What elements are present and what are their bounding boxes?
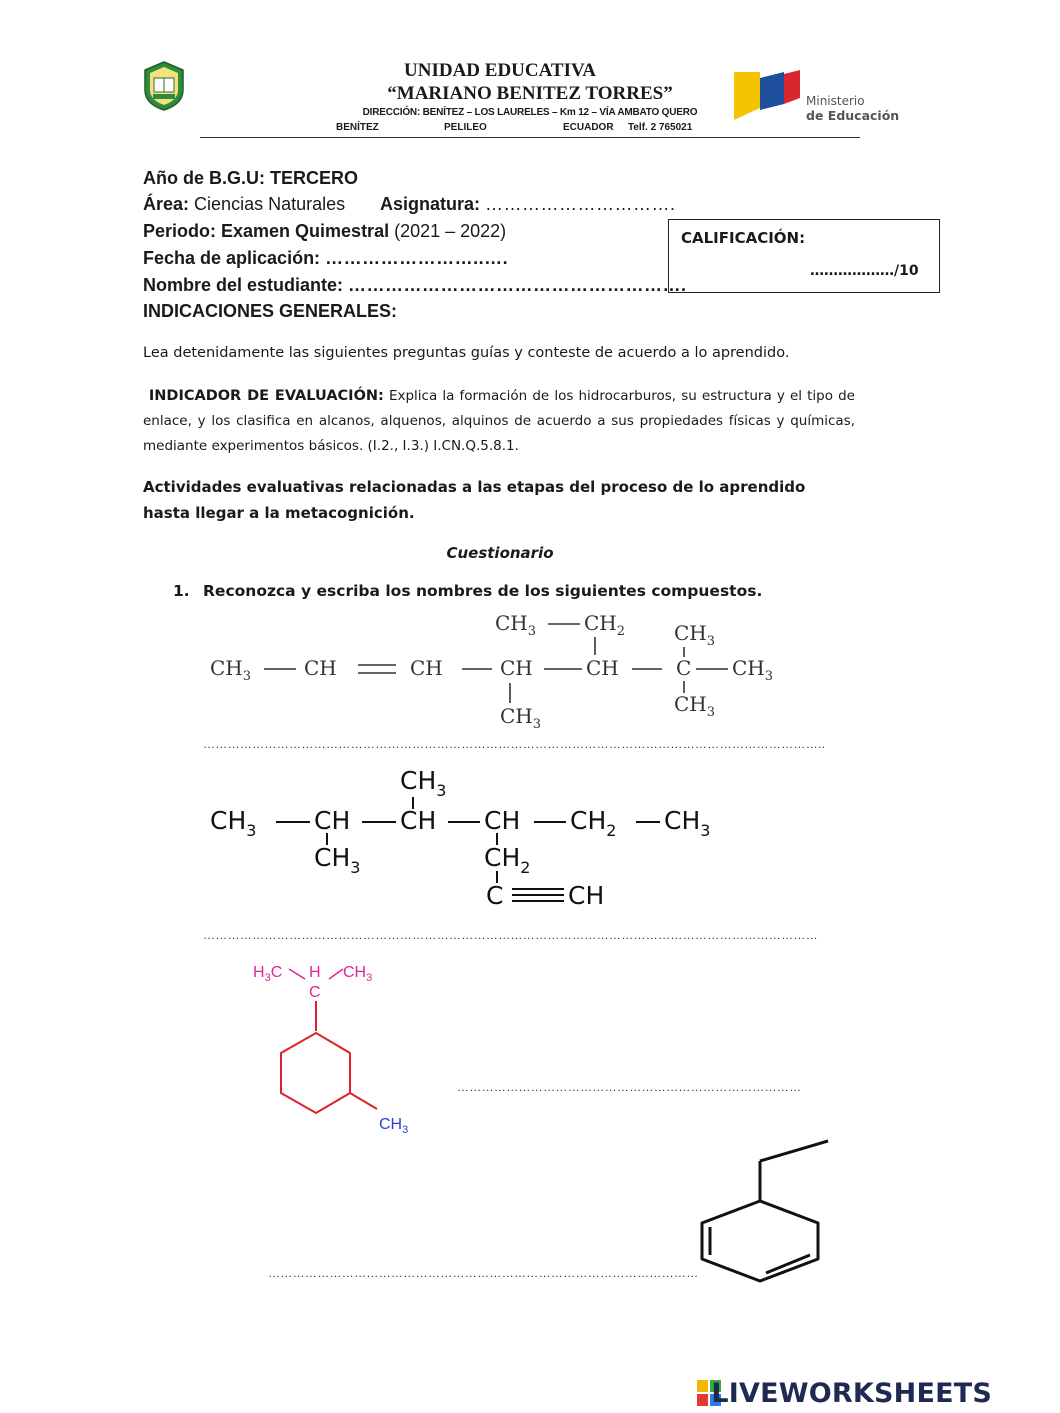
student-name-field[interactable]: ………………………………………………. (348, 275, 687, 295)
school-name-line-1: UNIDAD EDUCATIVA (404, 60, 596, 81)
answer-line-1[interactable]: …………………………………………………………………………………………………………………………………….. (203, 737, 826, 751)
c1-ch3-quat-top: $CH_3$ (674, 621, 716, 649)
c4-ring (702, 1201, 818, 1281)
question-1 (173, 582, 762, 600)
indicator-paragraph (143, 384, 855, 459)
period-label: Periodo: Examen Quimestral (143, 221, 390, 241)
question-number: 1. (173, 582, 190, 600)
compound-4-structure (690, 1135, 840, 1285)
c2-ch-1: CH (314, 806, 351, 835)
c2-ch3-right: $CH_3$ (664, 806, 711, 840)
answer-line-3[interactable]: ………………………………………………………………………… (457, 1080, 802, 1094)
ministry-name-2: de Educación (806, 108, 900, 123)
c1-ch3-quat-bottom: $CH_3$ (674, 692, 716, 720)
c2-ch-alkyne: CH (568, 881, 605, 910)
c1-ch3-bottom: $CH_3$ (500, 704, 542, 732)
c2-ch3-left: $CH_3$ (210, 806, 257, 840)
school-name-line-2: “MARIANO BENITEZ TORRES” (387, 83, 673, 104)
c1-ch-3: CH (500, 656, 533, 680)
date-field[interactable]: ……………………..…. (325, 248, 509, 268)
student-name-row (143, 275, 687, 296)
location-pelileo: PELILEO (444, 122, 487, 133)
instructions-text: Lea detenidamente las siguientes preguntas guías y conteste de acuerdo a lo aprendido. (143, 345, 790, 361)
indicator-text: Explica la formación de los hidrocarburos, su estructura y el tipo de enlace, y los clasifica en alcanos, alquenos, alquinos de acuerdo a sus propiedades físicas y químicas, mediante experimentos básicos. (I.2., I.3.) I.CN.Q.5.8.1. (143, 388, 855, 454)
general-instructions-label: INDICACIONES GENERALES: (143, 301, 398, 321)
subject-label: Asignatura: (380, 194, 481, 214)
c2-ch2-bottom: $CH_2$ (484, 843, 531, 877)
ministry-logo (730, 68, 900, 128)
header-divider (200, 137, 860, 138)
c3-ch3-blue: $CH_3$ (379, 1116, 409, 1136)
location-benitez: BENÍTEZ (336, 122, 379, 133)
c3-ch3-right: $CH_3$ (343, 964, 373, 984)
subject-row (380, 194, 676, 215)
period-value: (2021 – 2022) (394, 221, 507, 241)
compound-2-structure (200, 765, 760, 915)
indicator-label: INDICADOR DE EVALUACIÓN: (148, 388, 384, 404)
c4-ethyl-bond-2 (760, 1141, 828, 1161)
general-instructions-heading (143, 301, 397, 322)
location-ecuador: ECUADOR (563, 122, 614, 133)
c3-bond-ch3 (329, 969, 343, 979)
c1-ch3-right: $CH_3$ (732, 656, 774, 684)
c2-ch-3: CH (484, 806, 521, 835)
c2-c-alkyne: C (486, 881, 504, 910)
school-address: DIRECCIÓN: BENÍTEZ – LOS LAURELES – Km 12 – VÍA AMBATO QUERO (362, 107, 698, 118)
student-name-label: Nombre del estudiante: (143, 275, 344, 295)
c1-ch3-left: $CH_3$ (210, 656, 252, 684)
area-value: Ciencias Naturales (194, 194, 346, 214)
answer-line-2[interactable]: …………………………………………………………………………………………………………………………………… (203, 928, 818, 942)
c1-ch-1: CH (304, 656, 337, 680)
period-row (143, 221, 506, 242)
c1-ch-2: CH (410, 656, 443, 680)
answer-line-4[interactable]: …………………………………………………………………………………………… (268, 1266, 699, 1280)
activities-text: Actividades evaluativas relacionadas a las etapas del proceso de lo aprendido hasta llegar a la metacognición. (143, 478, 806, 522)
c3-c: C (309, 984, 321, 1001)
liveworksheets-brand: LIVEWORKSHEETS (711, 1378, 992, 1409)
grade-field[interactable]: ………………/10 (810, 263, 919, 279)
date-row (143, 248, 508, 269)
area-row (143, 194, 345, 215)
area-label: Área: (143, 194, 190, 214)
compound-1-structure (200, 605, 800, 735)
year-row (143, 168, 358, 189)
school-phone: Telf. 2 765021 (628, 122, 693, 133)
c3-bond-h3c (289, 969, 305, 979)
question-text: Reconozca y escriba los nombres de los siguientes compuestos. (203, 582, 763, 600)
c2-ch3-top: $CH_3$ (400, 766, 447, 800)
c1-ch-4: CH (586, 656, 619, 680)
year-value: TERCERO (270, 168, 359, 188)
year-label: Año de B.G.U: (143, 168, 265, 188)
c2-ch-2: CH (400, 806, 437, 835)
c3-h: H (309, 964, 321, 981)
c2-ch2: $CH_2$ (570, 806, 617, 840)
questionnaire-title: Cuestionario (446, 544, 554, 562)
date-label: Fecha de aplicación: (143, 248, 321, 268)
c1-c-quaternary: C (676, 656, 692, 680)
c2-ch3-bottom: $CH_3$ (314, 843, 361, 877)
c1-ch3-top-ethyl: $CH_3$ (495, 611, 537, 639)
c1-ch2-top: $CH_2$ (584, 611, 626, 639)
c3-h3c: $H_3C$ (253, 964, 283, 984)
compound-3-structure (245, 955, 435, 1140)
ministry-name-1: Ministerio (806, 94, 865, 108)
c3-bond-methyl (350, 1093, 377, 1109)
c3-cyclohexane-ring (281, 1033, 350, 1113)
grade-label: CALIFICACIÓN: (681, 229, 806, 247)
subject-field[interactable]: …………………………. (485, 194, 676, 214)
